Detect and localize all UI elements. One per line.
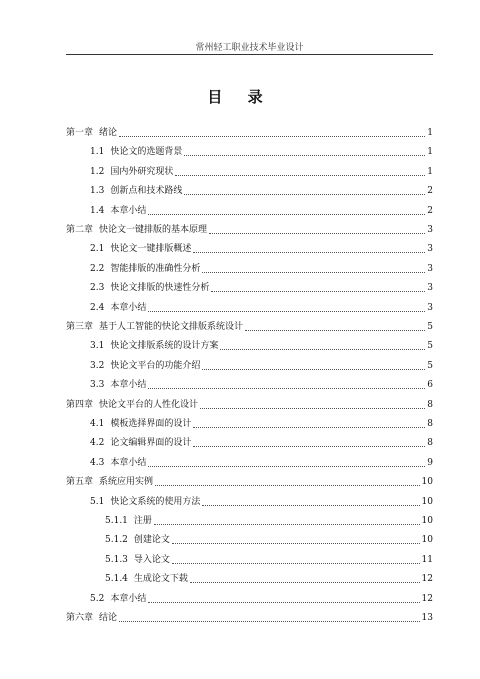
- toc-dot-leader: [245, 330, 425, 331]
- toc-entry-title: 论文编辑界面的设计: [110, 438, 192, 449]
- toc-entry-title: 快论文排版系统的设计方案: [110, 341, 219, 352]
- toc-entry-title: 本章小结: [110, 380, 147, 391]
- toc-dot-leader: [193, 446, 425, 447]
- toc-entry-title: 快论文一键排版概述: [110, 244, 192, 255]
- toc-entry[interactable]: [105, 573, 433, 585]
- toc-entry-page: 5: [427, 360, 433, 371]
- toc-entry-title: 快论文平台的功能介绍: [110, 360, 201, 371]
- toc-entry[interactable]: [66, 612, 433, 624]
- toc-entry[interactable]: [90, 457, 433, 469]
- toc-entry[interactable]: [90, 166, 433, 178]
- toc-entry-label: [90, 263, 200, 275]
- toc-entry[interactable]: [90, 379, 433, 391]
- toc-entry-page: 8: [427, 419, 433, 429]
- toc-entry[interactable]: [90, 360, 433, 372]
- toc-entry-number: 5.1.3: [105, 554, 128, 565]
- toc-entry-page: 5: [427, 341, 433, 352]
- toc-entry[interactable]: [90, 437, 433, 449]
- toc-entry-title: 结论: [99, 613, 118, 623]
- toc-entry[interactable]: [90, 282, 433, 294]
- toc-entry-page: 8: [427, 399, 433, 410]
- toc-entry-title: 本章小结: [110, 457, 147, 468]
- toc-entry[interactable]: [90, 146, 433, 158]
- toc-entry-number: 4.2: [90, 438, 105, 449]
- toc-entry-page: 8: [427, 438, 433, 449]
- toc-entry-title: 注册: [133, 516, 152, 526]
- toc-entry-page: 3: [427, 302, 433, 313]
- toc-entry-label: [66, 127, 117, 139]
- toc-entry[interactable]: [90, 593, 433, 605]
- toc-entry-number: 第三章: [66, 322, 94, 332]
- toc-entry-page: 12: [421, 593, 433, 604]
- toc-entry[interactable]: [90, 418, 433, 430]
- toc-entry-label: [90, 379, 146, 391]
- toc-entry-number: 第四章: [66, 399, 94, 410]
- toc-entry-page: 1: [427, 128, 433, 138]
- toc-dot-leader: [148, 602, 419, 603]
- toc-entry-label: [105, 515, 152, 527]
- toc-entry-number: 第六章: [66, 613, 94, 623]
- toc-entry-label: [105, 554, 170, 566]
- toc-entry-page: 13: [421, 613, 433, 623]
- toc-dot-leader: [148, 214, 425, 215]
- toc-entry-title: 创建论文: [133, 535, 170, 546]
- toc-entry[interactable]: [66, 127, 433, 139]
- toc-entry-page: 10: [421, 496, 433, 507]
- toc-dot-leader: [209, 233, 425, 234]
- toc-entry[interactable]: [90, 496, 433, 508]
- toc-entry-page: 1: [427, 147, 433, 158]
- toc-dot-leader: [175, 175, 425, 176]
- toc-entry[interactable]: [66, 224, 433, 236]
- toc-title: 目 录: [207, 88, 273, 106]
- toc-entry[interactable]: [90, 243, 433, 255]
- toc-dot-leader: [148, 388, 425, 389]
- toc-entry[interactable]: [105, 515, 433, 527]
- toc-entry-number: 1.3: [90, 186, 105, 197]
- toc-entry-number: 5.2: [90, 593, 105, 604]
- toc-entry-label: [90, 185, 182, 197]
- toc-entry-label: [90, 496, 200, 508]
- toc-entry-label: [90, 166, 173, 178]
- toc-dot-leader: [202, 505, 419, 506]
- toc-entry-title: 本章小结: [110, 205, 147, 216]
- toc-dot-leader: [190, 582, 420, 583]
- toc-dot-leader: [184, 194, 425, 195]
- toc-entry-page: 10: [421, 535, 433, 546]
- toc-entry-label: [90, 146, 182, 158]
- toc-dot-leader: [193, 252, 425, 253]
- header-rule: [66, 54, 433, 55]
- toc-entry-label: [90, 205, 146, 217]
- toc-entry-page: 3: [427, 225, 433, 235]
- toc-dot-leader: [119, 136, 425, 137]
- toc-entry-number: 5.1.1: [105, 516, 128, 526]
- toc-entry-label: [90, 340, 218, 352]
- toc-entry-page: 3: [427, 244, 433, 255]
- toc-entry[interactable]: [90, 302, 433, 314]
- toc-entry-title: 系统应用实例: [99, 477, 154, 488]
- toc-entry-label: [66, 612, 117, 624]
- toc-entry-title: 本章小结: [110, 593, 147, 604]
- toc-entry-label: [105, 534, 170, 546]
- toc-dot-leader: [193, 427, 425, 428]
- toc-entry-number: 3.1: [90, 341, 105, 352]
- toc-entry-number: 第一章: [66, 128, 94, 138]
- toc-entry[interactable]: [90, 185, 433, 197]
- toc-entry-page: 3: [427, 283, 433, 294]
- toc-entry-number: 3.3: [90, 380, 105, 391]
- toc-entry-title: 智能排版的准确性分析: [110, 263, 201, 274]
- toc-entry-label: [90, 282, 209, 294]
- toc-dot-leader: [172, 563, 420, 564]
- toc-dot-leader: [220, 349, 425, 350]
- toc-entry-title: 生成论文下载: [133, 574, 188, 585]
- toc-dot-leader: [202, 272, 425, 273]
- toc-dot-leader: [202, 369, 425, 370]
- toc-entry-page: 11: [421, 554, 433, 565]
- toc-entry-title: 快论文的选题背景: [110, 147, 183, 158]
- toc-entry-number: 2.1: [90, 244, 105, 255]
- toc-entry[interactable]: [66, 476, 433, 488]
- toc-entry-number: 第二章: [66, 225, 94, 235]
- toc-entry-number: 5.1.2: [105, 535, 128, 546]
- toc-entry[interactable]: [90, 263, 433, 275]
- toc-entry-number: 1.1: [90, 147, 105, 158]
- running-header: 常州轻工职业技术毕业设计: [195, 43, 304, 53]
- toc-dot-leader: [148, 466, 425, 467]
- toc-entry-label: [105, 573, 188, 585]
- toc-entry-label: [90, 593, 146, 605]
- toc-entry-page: 3: [427, 263, 433, 274]
- toc-entry-label: [66, 476, 153, 488]
- toc-dot-leader: [119, 621, 420, 622]
- toc-entry-number: 2.2: [90, 263, 105, 274]
- toc-entry-number: 3.2: [90, 360, 105, 371]
- toc-entry-number: 4.3: [90, 457, 105, 468]
- toc-entry-title: 快论文排版的快速性分析: [110, 283, 210, 294]
- toc-entry-number: 5.1: [90, 496, 105, 507]
- toc-entry[interactable]: [66, 399, 433, 411]
- toc-entry-title: 导入论文: [133, 554, 170, 565]
- toc-entry-page: 10: [421, 477, 433, 488]
- toc-entry-label: [90, 302, 146, 314]
- toc-entry-page: 12: [421, 574, 433, 585]
- toc-dot-leader: [154, 524, 420, 525]
- toc-dot-leader: [172, 543, 420, 544]
- toc-entry-label: [66, 399, 198, 411]
- toc-entry-number: 5.1.4: [105, 574, 128, 585]
- toc-entry-page: 5: [427, 322, 433, 332]
- toc-dot-leader: [184, 155, 425, 156]
- toc-entry-number: 2.4: [90, 302, 105, 313]
- toc-entry[interactable]: [90, 205, 433, 217]
- toc-entry-number: 1.4: [90, 205, 105, 216]
- toc-entry-number: 1.2: [90, 166, 105, 177]
- toc-entry-title: 快论文系统的使用方法: [110, 496, 201, 507]
- toc-entry[interactable]: [66, 321, 433, 333]
- toc-entry-number: 2.3: [90, 283, 105, 294]
- toc-entry[interactable]: [105, 534, 433, 546]
- toc-entry-title: 创新点和技术路线: [110, 186, 183, 197]
- toc-dot-leader: [211, 291, 425, 292]
- toc-entry-page: 6: [427, 380, 433, 391]
- toc-entry-label: [90, 360, 200, 372]
- toc-entry[interactable]: [90, 340, 433, 352]
- toc-dot-leader: [148, 311, 425, 312]
- toc-entry-title: 本章小结: [110, 302, 147, 313]
- toc-entry-title: 基于人工智能的快论文排版系统设计: [99, 322, 244, 332]
- toc-entry-page: 2: [427, 186, 433, 197]
- toc-entry-label: [90, 437, 191, 449]
- toc-entry[interactable]: [105, 554, 433, 566]
- toc-entry-label: [90, 243, 191, 255]
- toc-entry-title: 模板选择界面的设计: [110, 419, 192, 429]
- toc-entry-page: 2: [427, 205, 433, 216]
- toc-dot-leader: [155, 485, 420, 486]
- toc-entry-number: 第五章: [66, 477, 94, 488]
- toc-dot-leader: [200, 408, 425, 409]
- toc-entry-number: 4.1: [90, 419, 105, 429]
- toc-entry-title: 快论文一键排版的基本原理: [99, 225, 208, 235]
- toc-entry-label: [66, 224, 207, 236]
- toc-entry-label: [90, 418, 191, 430]
- toc-entry-page: 10: [421, 516, 433, 526]
- toc-entry-title: 国内外研究现状: [110, 166, 174, 177]
- toc-entry-title: 绪论: [99, 128, 118, 138]
- toc-entry-page: 9: [427, 457, 433, 468]
- toc-entry-page: 1: [427, 166, 433, 177]
- toc-entry-label: [90, 457, 146, 469]
- toc-entry-label: [66, 321, 243, 333]
- toc-entry-title: 快论文平台的人性化设计: [99, 399, 199, 410]
